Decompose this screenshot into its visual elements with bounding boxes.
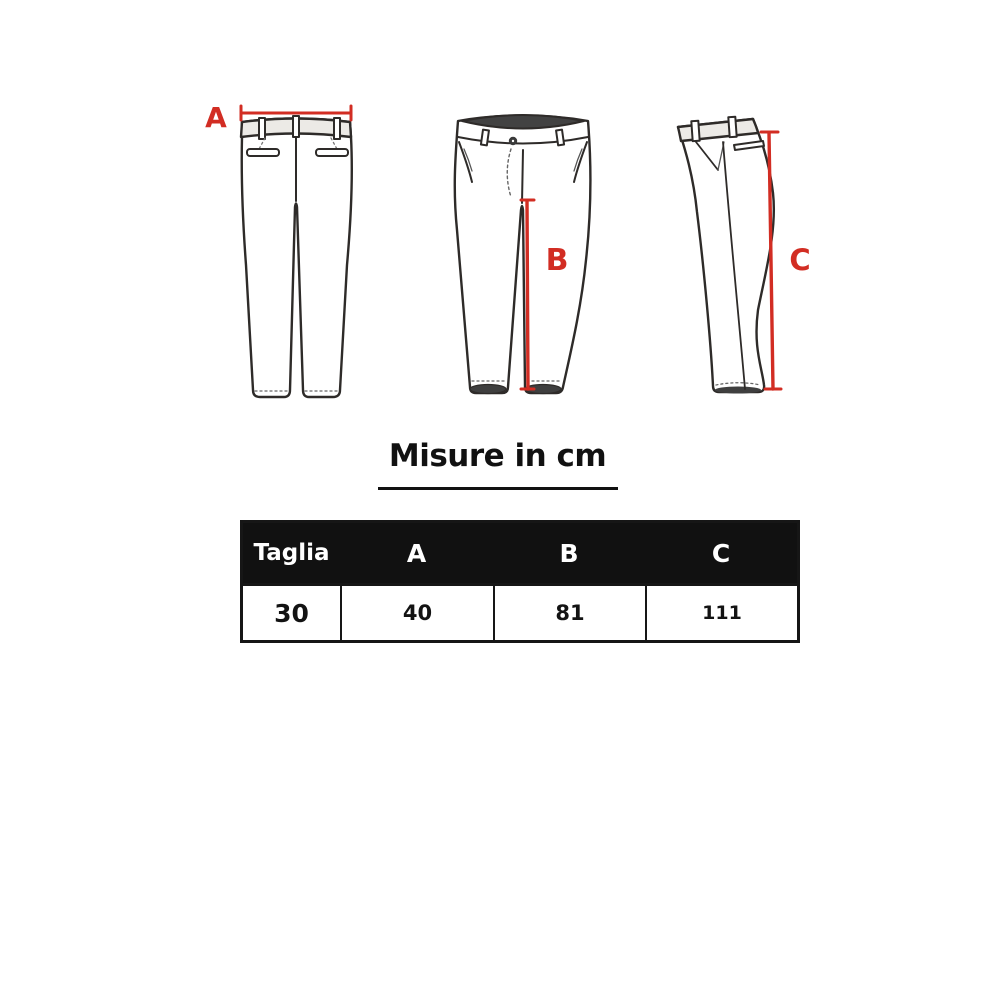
measure-c-label: C <box>789 243 811 277</box>
belt-loop <box>293 116 299 137</box>
side-silhouette <box>678 119 774 392</box>
table-row <box>243 583 797 640</box>
belt-loop <box>691 121 699 141</box>
welt-pocket <box>247 149 279 156</box>
title-block <box>340 438 655 490</box>
belt-loop <box>728 117 736 137</box>
page-title: Misure in cm <box>388 438 607 474</box>
pants-diagrams <box>0 0 1000 440</box>
size-table <box>240 520 800 643</box>
measure-a-label: A <box>205 101 227 134</box>
cell-b: 81 <box>493 586 645 640</box>
cell-a: 40 <box>340 586 493 640</box>
hem-opening <box>715 387 761 394</box>
cell-taglia: 30 <box>274 598 309 628</box>
belt-loop <box>334 118 340 139</box>
pants-back-view <box>241 116 352 397</box>
pants-side-view <box>678 117 774 394</box>
size-table-header <box>243 523 797 583</box>
pants-front-view <box>455 115 591 394</box>
hem-opening <box>470 385 506 394</box>
header-c: C <box>711 538 731 568</box>
header-b: B <box>559 538 579 568</box>
belt-loop <box>259 118 265 139</box>
header-taglia: Taglia <box>253 540 330 566</box>
waist-button-hole <box>512 140 514 142</box>
front-center-seam <box>522 150 523 203</box>
header-a: A <box>406 538 427 568</box>
welt-pocket <box>316 149 348 156</box>
belt-loop <box>481 130 489 146</box>
measure-b-label: B <box>545 243 569 278</box>
title-underline <box>378 487 618 490</box>
cell-c: 111 <box>645 586 797 640</box>
belt-loop <box>556 130 564 146</box>
